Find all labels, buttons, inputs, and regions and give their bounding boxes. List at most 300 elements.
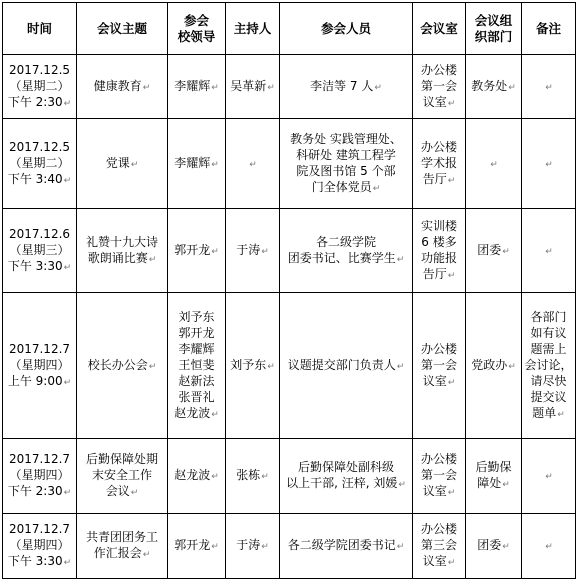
time-cell-line: [5, 357, 74, 373]
room-cell-line: [415, 341, 463, 357]
dept-cell: [466, 439, 522, 514]
leader-cell: [168, 55, 226, 119]
dept-cell: [466, 514, 522, 579]
topic-cell-text: 会议: [105, 484, 130, 498]
leader-cell-line: [170, 155, 223, 173]
leader-cell: [168, 514, 226, 579]
room-cell-line: [415, 155, 463, 171]
paragraph-mark-icon: ↵: [545, 246, 553, 257]
leader-cell-line: [170, 325, 223, 341]
topic-cell-text: 歌朗诵比赛: [87, 250, 148, 265]
note-cell-line: [524, 325, 573, 341]
time-cell-text: 2017.12.5: [8, 139, 71, 154]
host-cell-line: [228, 537, 277, 555]
room-cell-line: [415, 521, 463, 537]
header-row: [3, 3, 576, 55]
leader-cell-line: [170, 389, 223, 405]
paragraph-mark-icon: ↵: [267, 361, 275, 372]
time-cell-text: （星期二）: [9, 155, 70, 170]
paragraph-mark-icon: ↵: [398, 480, 406, 490]
header-host: 主持人: [226, 3, 280, 55]
room-cell-text: 实训楼: [420, 218, 457, 233]
paragraph-mark-icon: ↵: [447, 175, 456, 186]
header-dept-line: 织部门: [474, 28, 513, 44]
dept-cell-line: [468, 475, 519, 493]
note-cell-line: [524, 309, 573, 325]
note-cell-line: [524, 405, 573, 423]
participants-cell-line: [282, 475, 410, 493]
leader-cell-text: 赵龙波: [174, 468, 211, 482]
header-leader: [168, 3, 226, 55]
paragraph-mark-icon: ↵: [557, 409, 565, 420]
header-participants: 参会人员: [280, 3, 413, 55]
room-cell-text: 办公楼: [420, 139, 457, 154]
room-cell-text: 议室: [422, 484, 447, 498]
paragraph-mark-icon: ↵: [63, 377, 72, 388]
leader-cell-line: [170, 242, 223, 260]
participants-cell-text: 教务处 实践管理处、: [290, 131, 402, 146]
host-cell-line: [228, 155, 277, 173]
leader-cell: [168, 119, 226, 209]
topic-cell-text: 校长办公会: [87, 357, 148, 372]
paragraph-mark-icon: ↵: [447, 377, 456, 388]
participants-cell-line: [282, 250, 410, 268]
topic-cell: [77, 209, 168, 293]
time-cell-line: [5, 94, 74, 112]
host-cell: [226, 514, 280, 579]
topic-cell-line: [79, 78, 165, 96]
leader-cell-line: [170, 405, 223, 423]
paragraph-mark-icon: ↵: [63, 175, 72, 186]
paragraph-mark-icon: ↵: [63, 558, 72, 568]
room-cell-text: 第三会: [420, 538, 457, 552]
paragraph-mark-icon: ↵: [63, 262, 72, 273]
leader-cell-line: [170, 78, 223, 96]
topic-cell-text: 共青团团务工: [85, 530, 158, 544]
paragraph-mark-icon: ↵: [211, 472, 219, 482]
leader-cell: [168, 293, 226, 439]
leader-cell-text: 赵龙波: [174, 405, 211, 420]
leader-cell-line: [170, 467, 223, 485]
time-cell-text: （星期四）: [9, 468, 70, 482]
participants-cell: [280, 119, 413, 209]
header-room: 会议室: [413, 3, 466, 55]
topic-cell-text: 末安全工作: [91, 468, 152, 482]
topic-cell-text: 后勤保障处期: [85, 452, 158, 466]
dept-cell: [466, 119, 522, 209]
paragraph-mark-icon: ↵: [490, 159, 498, 170]
note-cell-text: 会讨论，: [524, 357, 573, 372]
leader-cell: [168, 439, 226, 514]
note-cell-line: [524, 78, 573, 96]
leader-cell-text: 赵新法: [178, 373, 215, 388]
host-cell-line: [228, 357, 277, 375]
time-cell-line: [5, 171, 74, 189]
time-cell-text: 上午 9:00: [7, 373, 63, 388]
note-cell-text: 如有议: [530, 325, 567, 340]
participants-cell-text: 团委书记、比赛学生: [287, 250, 396, 265]
leader-cell-text: 张晋礼: [178, 389, 215, 404]
header-time: 时间: [3, 3, 77, 55]
time-cell-text: 下午 2:30: [7, 94, 63, 109]
leader-cell-text: 刘予东: [178, 309, 215, 324]
participants-cell-line: [282, 234, 410, 250]
table-row: [3, 514, 576, 579]
paragraph-mark-icon: ↵: [508, 82, 516, 93]
room-cell: [413, 55, 466, 119]
time-cell-text: （星期二）: [9, 78, 70, 93]
paragraph-mark-icon: ↵: [502, 480, 510, 490]
participants-cell-text: 以上干部, 汪梓, 刘媛: [286, 476, 398, 490]
dept-cell-line: [468, 155, 519, 173]
room-cell-line: [415, 266, 463, 284]
time-cell-line: [5, 258, 74, 276]
time-cell-text: （星期四）: [9, 538, 70, 552]
host-cell-line: [228, 467, 277, 485]
time-cell-text: 2017.12.7: [8, 452, 71, 466]
room-cell-text: 议室: [422, 373, 447, 388]
topic-cell-line: [79, 545, 165, 563]
time-cell-line: [5, 521, 74, 537]
host-cell-text: 吴革新: [230, 78, 267, 93]
note-cell-text: 题需上: [530, 341, 567, 356]
header-note: 备注: [522, 3, 576, 55]
participants-cell-line: [282, 78, 410, 96]
room-cell-text: 告厅: [422, 171, 447, 186]
schedule-body: [3, 55, 576, 579]
topic-cell-line: [79, 529, 165, 545]
time-cell-line: [5, 62, 74, 78]
paragraph-mark-icon: ↵: [261, 246, 269, 257]
header-leader-line: 校领导: [177, 28, 216, 44]
participants-cell-line: [282, 537, 410, 555]
time-cell-text: 2017.12.6: [8, 226, 71, 241]
room-cell-line: [415, 139, 463, 155]
leader-cell-line: [170, 309, 223, 325]
leader-cell-text: 郭开龙: [174, 242, 211, 257]
header-topic: 会议主题: [77, 3, 168, 55]
room-cell-line: [415, 218, 463, 234]
topic-cell-line: [79, 451, 165, 467]
host-cell-line: [228, 242, 277, 260]
paragraph-mark-icon: ↵: [502, 246, 510, 257]
topic-cell-text: 健康教育: [93, 78, 142, 93]
time-cell: [3, 439, 77, 514]
time-cell-line: [5, 467, 74, 483]
paragraph-mark-icon: ↵: [148, 361, 157, 372]
note-cell: [522, 514, 576, 579]
note-cell: [522, 439, 576, 514]
room-cell: [413, 119, 466, 209]
participants-cell-line: [282, 131, 410, 147]
time-cell-text: 下午 3:30: [7, 554, 63, 568]
room-cell-line: [415, 537, 463, 553]
time-cell-text: 2017.12.5: [8, 62, 71, 77]
participants-cell-text: 各二级学院: [315, 234, 376, 249]
time-cell-text: （星期三）: [9, 242, 70, 257]
leader-cell-text: 郭开龙: [174, 538, 211, 552]
header-dept-line: 会议组: [474, 12, 513, 28]
room-cell-text: 学术报: [420, 155, 457, 170]
time-cell-text: 下午 3:30: [7, 258, 63, 273]
paragraph-mark-icon: ↵: [249, 159, 257, 170]
time-cell-line: [5, 553, 74, 571]
table-row: [3, 119, 576, 209]
time-cell-text: 2017.12.7: [8, 341, 71, 356]
time-cell: [3, 209, 77, 293]
host-cell: [226, 55, 280, 119]
room-cell-line: [415, 62, 463, 78]
note-cell: [522, 55, 576, 119]
time-cell: [3, 119, 77, 209]
paragraph-mark-icon: ↵: [267, 82, 275, 93]
paragraph-mark-icon: ↵: [447, 98, 456, 109]
room-cell: [413, 293, 466, 439]
room-cell-text: 议室: [422, 94, 447, 109]
note-cell-text: 题单: [532, 405, 557, 420]
topic-cell: [77, 514, 168, 579]
participants-cell: [280, 55, 413, 119]
dept-cell-text: 障处: [477, 476, 502, 490]
paragraph-mark-icon: ↵: [211, 82, 219, 93]
room-cell: [413, 514, 466, 579]
note-cell-text: 请尽快: [530, 373, 567, 388]
topic-cell-text: 礼赞十九大诗: [85, 234, 158, 249]
host-cell-line: [228, 78, 277, 96]
participants-cell-text: 后勤保障处副科级: [297, 460, 394, 474]
paragraph-mark-icon: ↵: [142, 550, 151, 560]
time-cell-line: [5, 226, 74, 242]
note-cell-line: [524, 389, 573, 405]
paragraph-mark-icon: ↵: [447, 558, 456, 568]
topic-cell-text: 作汇报会: [93, 546, 142, 560]
topic-cell-line: [79, 155, 165, 173]
participants-cell: [280, 514, 413, 579]
topic-cell-line: [79, 250, 165, 268]
host-cell-text: 张栋: [236, 468, 261, 482]
time-cell-text: 下午 3:40: [7, 171, 63, 186]
leader-cell-line: [170, 373, 223, 389]
participants-cell-line: [282, 163, 410, 179]
leader-cell-line: [170, 341, 223, 357]
note-cell: [522, 293, 576, 439]
table-row: [3, 293, 576, 439]
topic-cell: [77, 55, 168, 119]
dept-cell-text: 团委: [477, 538, 502, 552]
participants-cell-text: 门全体党员: [311, 179, 372, 194]
table-row: [3, 209, 576, 293]
note-cell: [522, 209, 576, 293]
time-cell-text: 2017.12.7: [8, 522, 71, 536]
dept-cell-text: 后勤保: [475, 460, 512, 474]
participants-cell-line: [282, 179, 410, 197]
participants-cell-line: [282, 357, 410, 375]
dept-cell-line: [468, 78, 519, 96]
host-cell-text: 刘予东: [230, 357, 267, 372]
paragraph-mark-icon: ↵: [148, 254, 157, 265]
dept-cell: [466, 293, 522, 439]
leader-cell-text: 郭开龙: [178, 325, 215, 340]
time-cell-line: [5, 155, 74, 171]
paragraph-mark-icon: ↵: [211, 246, 219, 257]
host-cell-text: 于涛: [236, 538, 261, 552]
dept-cell-text: 教务处: [471, 78, 508, 93]
note-cell-text: 各部门: [530, 309, 567, 324]
time-cell: [3, 514, 77, 579]
host-cell: [226, 209, 280, 293]
room-cell-text: 第一会: [420, 357, 457, 372]
room-cell-line: [415, 94, 463, 112]
paragraph-mark-icon: ↵: [508, 361, 516, 372]
paragraph-mark-icon: ↵: [545, 472, 553, 482]
note-cell-line: [524, 467, 573, 485]
room-cell-line: [415, 451, 463, 467]
note-cell-line: [524, 341, 573, 357]
time-cell-line: [5, 483, 74, 501]
topic-cell-text: 党课: [105, 155, 130, 170]
paragraph-mark-icon: ↵: [545, 159, 553, 170]
participants-cell-text: 科研处 建筑工程学: [296, 147, 396, 162]
time-cell-line: [5, 341, 74, 357]
paragraph-mark-icon: ↵: [211, 409, 219, 420]
topic-cell-line: [79, 467, 165, 483]
paragraph-mark-icon: ↵: [396, 361, 405, 372]
dept-cell: [466, 209, 522, 293]
room-cell-text: 第一会: [420, 78, 457, 93]
paragraph-mark-icon: ↵: [372, 183, 381, 194]
participants-cell: [280, 293, 413, 439]
paragraph-mark-icon: ↵: [396, 542, 405, 552]
leader-cell-text: 李耀辉: [174, 78, 211, 93]
paragraph-mark-icon: ↵: [261, 472, 269, 482]
room-cell-text: 6 楼多: [421, 234, 457, 249]
room-cell-line: [415, 467, 463, 483]
time-cell-text: 下午 2:30: [7, 484, 63, 498]
leader-cell-text: 王恒斐: [178, 357, 215, 372]
paragraph-mark-icon: ↵: [545, 542, 553, 552]
note-cell-line: [524, 155, 573, 173]
leader-cell-line: [170, 537, 223, 555]
table-row: [3, 439, 576, 514]
meeting-schedule-table: [2, 2, 576, 579]
room-cell-line: [415, 171, 463, 189]
note-cell-line: [524, 357, 573, 373]
participants-cell-text: 议题提交部门负责人: [287, 357, 396, 372]
host-cell-text: 于涛: [236, 242, 261, 257]
paragraph-mark-icon: ↵: [63, 98, 72, 109]
room-cell-line: [415, 357, 463, 373]
topic-cell-line: [79, 483, 165, 501]
note-cell-line: [524, 373, 573, 389]
participants-cell-text: 院及图书馆 5 个部: [296, 163, 396, 178]
paragraph-mark-icon: ↵: [63, 488, 72, 498]
topic-cell-line: [79, 357, 165, 375]
time-cell: [3, 293, 77, 439]
dept-cell: [466, 55, 522, 119]
note-cell-text: 提交议: [530, 389, 567, 404]
paragraph-mark-icon: ↵: [211, 159, 219, 170]
note-cell: [522, 119, 576, 209]
dept-cell-line: [468, 459, 519, 475]
paragraph-mark-icon: ↵: [142, 82, 151, 93]
paragraph-mark-icon: ↵: [374, 82, 382, 93]
time-cell-line: [5, 373, 74, 391]
participants-cell: [280, 209, 413, 293]
topic-cell: [77, 439, 168, 514]
paragraph-mark-icon: ↵: [447, 270, 456, 281]
topic-cell: [77, 293, 168, 439]
time-cell-line: [5, 139, 74, 155]
time-cell-line: [5, 451, 74, 467]
room-cell-text: 告厅: [422, 266, 447, 281]
room-cell: [413, 209, 466, 293]
leader-cell-text: 李耀辉: [178, 341, 215, 356]
room-cell-text: 功能报: [420, 250, 457, 265]
room-cell-text: 办公楼: [420, 341, 457, 356]
time-cell: [3, 55, 77, 119]
room-cell-line: [415, 483, 463, 501]
room-cell-line: [415, 250, 463, 266]
dept-cell-text: 团委: [477, 242, 502, 257]
paragraph-mark-icon: ↵: [211, 542, 219, 552]
header-dept: [466, 3, 522, 55]
time-cell-line: [5, 242, 74, 258]
room-cell-text: 议室: [422, 554, 447, 568]
dept-cell-text: 党政办: [471, 357, 508, 372]
host-cell: [226, 119, 280, 209]
paragraph-mark-icon: ↵: [447, 488, 456, 498]
leader-cell: [168, 209, 226, 293]
dept-cell-line: [468, 242, 519, 260]
time-cell-line: [5, 537, 74, 553]
host-cell: [226, 439, 280, 514]
participants-cell-text: 各二级学院团委书记: [287, 538, 396, 552]
room-cell-text: 办公楼: [420, 522, 457, 536]
room-cell-text: 第一会: [420, 468, 457, 482]
participants-cell: [280, 439, 413, 514]
note-cell-line: [524, 242, 573, 260]
room-cell-text: 办公楼: [420, 452, 457, 466]
table-row: [3, 55, 576, 119]
room-cell-line: [415, 373, 463, 391]
time-cell-text: （星期四）: [9, 357, 70, 372]
room-cell-line: [415, 553, 463, 571]
paragraph-mark-icon: ↵: [545, 82, 553, 93]
room-cell-line: [415, 234, 463, 250]
note-cell-line: [524, 537, 573, 555]
topic-cell-line: [79, 234, 165, 250]
participants-cell-line: [282, 147, 410, 163]
leader-cell-line: [170, 357, 223, 373]
paragraph-mark-icon: ↵: [130, 159, 139, 170]
leader-cell-text: 李耀辉: [174, 155, 211, 170]
room-cell-line: [415, 78, 463, 94]
room-cell-text: 办公楼: [420, 62, 457, 77]
paragraph-mark-icon: ↵: [396, 254, 405, 265]
paragraph-mark-icon: ↵: [261, 542, 269, 552]
header-leader-line: 参会: [183, 12, 209, 28]
room-cell: [413, 439, 466, 514]
time-cell-line: [5, 78, 74, 94]
participants-cell-text: 李洁等 7 人: [310, 78, 374, 93]
dept-cell-line: [468, 537, 519, 555]
topic-cell: [77, 119, 168, 209]
paragraph-mark-icon: ↵: [130, 488, 139, 498]
dept-cell-line: [468, 357, 519, 375]
participants-cell-line: [282, 459, 410, 475]
host-cell: [226, 293, 280, 439]
paragraph-mark-icon: ↵: [502, 542, 510, 552]
